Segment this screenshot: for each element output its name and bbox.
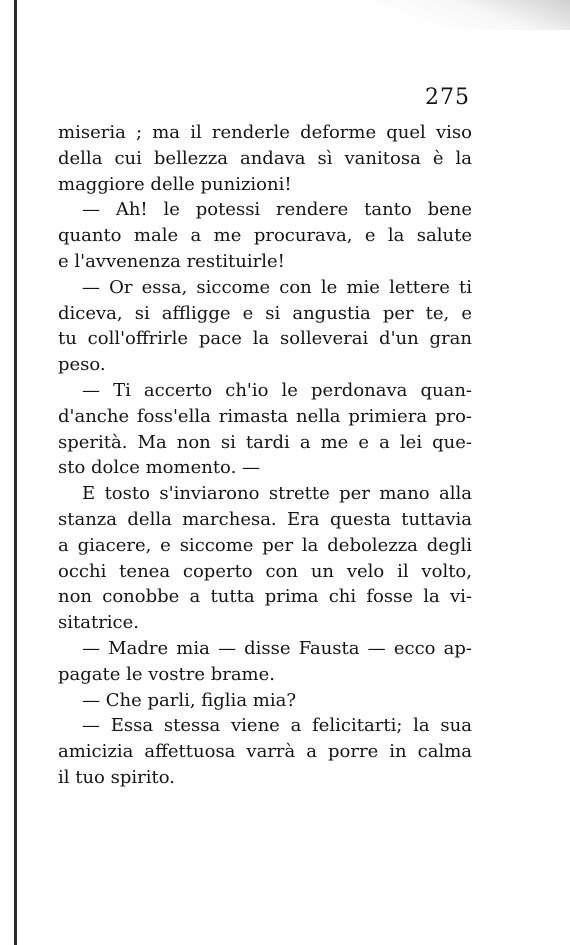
text-line: tu coll'offrirle pace la solleverai d'un gran [58, 328, 472, 350]
text-line: quanto male a me procurava, e la salute [58, 225, 472, 247]
text-line: miseria ; ma il renderle deforme quel viso [58, 122, 472, 143]
text-line: e l'avvenenza restituirle! [58, 250, 285, 272]
text-line: d'anche foss'ella rimasta nella primiera pro- [58, 405, 472, 427]
text-line: maggiore delle punizioni! [58, 173, 292, 195]
text-line: pagate le vostre brame. [58, 663, 276, 685]
text-line: non conobbe a tutta prima chi fosse la vi- [58, 586, 472, 608]
text-line: — Essa stessa viene a felicitarti; la sua [82, 715, 472, 737]
text-line: — Che parli, figlia mia? [82, 689, 296, 711]
text-line: della cui bellezza andava sì vanitosa è la [58, 147, 472, 169]
text-line: — Ti accerto ch'io le perdonava quan- [82, 379, 472, 401]
text-line: sto dolce momento. — [58, 457, 261, 479]
text-line: E tosto s'inviarono strette per mano alla [82, 483, 472, 505]
text-line: — Madre mia — disse Fausta — ecco ap- [82, 637, 472, 659]
text-line: sitatrice. [58, 612, 140, 634]
page-binding-edge [14, 0, 17, 945]
text-line: — Ah! le potessi rendere tanto bene [82, 199, 472, 221]
text-line: peso. [58, 354, 106, 376]
text-line: il tuo spirito. [58, 766, 175, 788]
text-line: occhi tenea coperto con un velo il volto, [58, 560, 472, 582]
page-corner-smudge [310, 0, 570, 30]
text-line: a giacere, e siccome per la debolezza degli [58, 534, 472, 556]
text-line: amicizia affettuosa varrà a porre in calma [58, 741, 472, 763]
page-body-text [58, 120, 472, 791]
text-line: sperità. Ma non si tardi a me e a lei que- [58, 431, 472, 453]
text-line: stanza della marchesa. Era questa tuttavia [58, 508, 472, 530]
text-line: diceva, si affligge e si angustia per te, e [58, 302, 472, 324]
text-line: — Or essa, siccome con le mie lettere ti [82, 276, 472, 298]
page-number: 275 [425, 85, 470, 110]
